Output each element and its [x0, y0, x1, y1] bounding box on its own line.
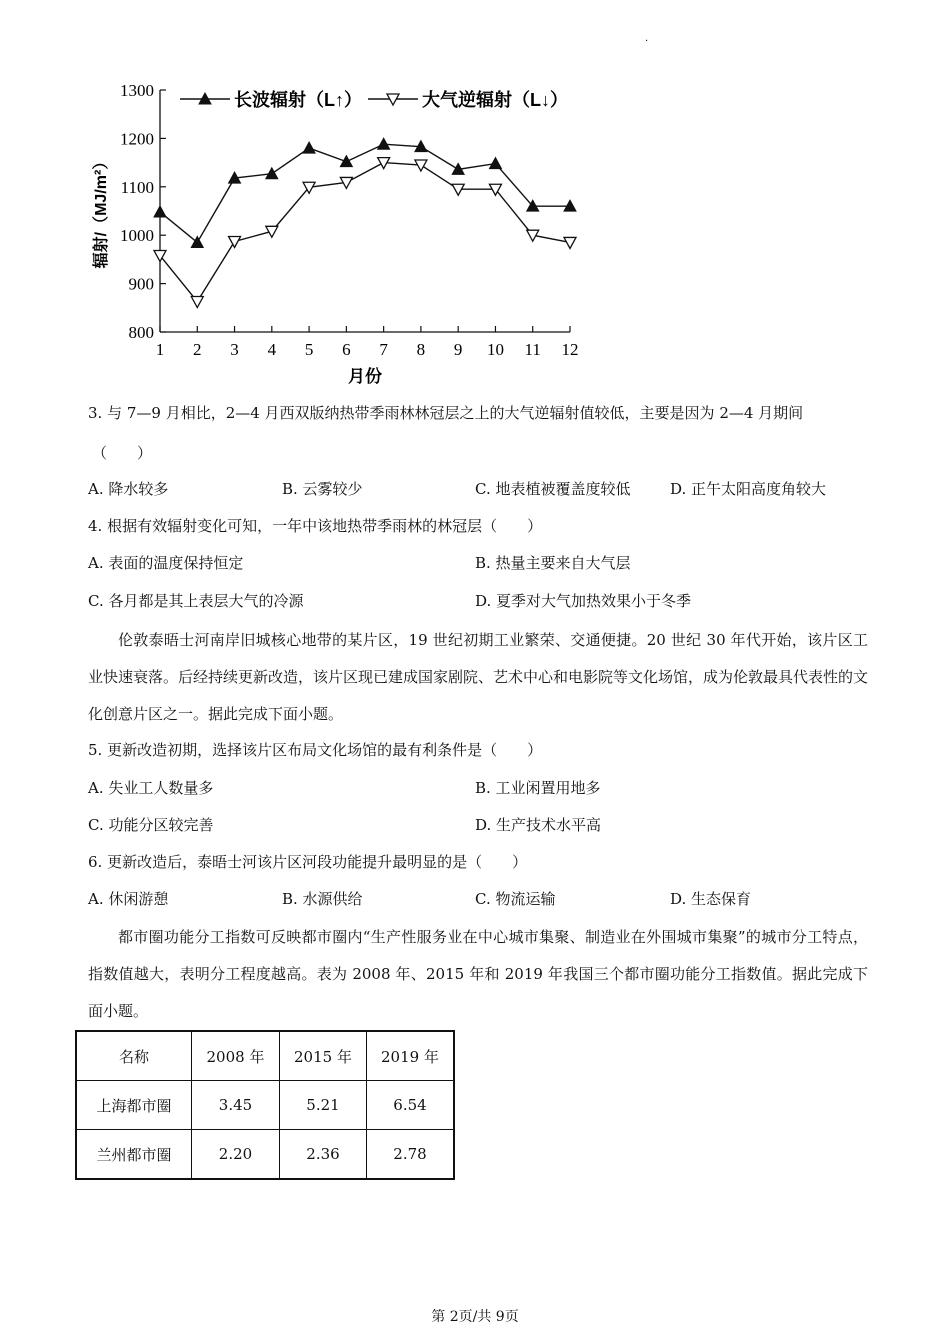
- x-tick-label: 8: [416, 340, 426, 359]
- y-tick-label: 1100: [120, 177, 154, 197]
- q4-option-c[interactable]: C. 各月都是其上表层大气的冷源: [88, 592, 304, 610]
- table-cell: 5.21: [280, 1081, 367, 1130]
- y-tick-label: 900: [128, 274, 154, 294]
- q6-option-c[interactable]: C. 物流运输: [475, 890, 556, 908]
- q5-option-b[interactable]: B. 工业闲置用地多: [475, 779, 601, 797]
- q3-option-d[interactable]: D. 正午太阳高度角较大: [670, 480, 827, 498]
- q3-option-a[interactable]: A. 降水较多: [88, 480, 169, 498]
- data-point-counter: [229, 236, 241, 247]
- table-cell: 2.20: [192, 1130, 280, 1180]
- y-tick-label: 1000: [120, 226, 154, 246]
- top-mark: ·: [645, 36, 649, 47]
- x-tick-label: 1: [155, 340, 165, 359]
- x-axis-label: 月份: [348, 367, 382, 386]
- question-5-stem: 5. 更新改造初期，选择该片区布局文化场馆的最有利条件是（ ）: [88, 741, 543, 759]
- table-cell: 2.78: [367, 1130, 455, 1180]
- question-3-paren: （ ）: [92, 444, 153, 462]
- x-tick-label: 2: [193, 340, 202, 359]
- q6-option-b[interactable]: B. 水源供给: [282, 890, 363, 908]
- q3-option-c[interactable]: C. 地表植被覆盖度较低: [475, 480, 631, 498]
- table-header-cell: 2019 年: [367, 1031, 455, 1081]
- data-point-longwave: [489, 158, 501, 169]
- x-tick-label: 9: [453, 340, 463, 359]
- x-tick-label: 12: [561, 340, 579, 359]
- passage-metropolitan: 都市圈功能分工指数可反映都市圈内“生产性服务业在中心城市集聚、制造业在外围城市集聚”的城市分工特点，指数值越大，表明分工程度越高。表为 2008 年、2015 年和 2019 年我国三个都市圈功能分工指数值。据此完成下面小题。: [88, 928, 868, 1020]
- y-axis-label: 辐射/（MJ/m²）: [93, 153, 110, 269]
- table-cell: 6.54: [367, 1081, 455, 1130]
- x-tick-label: 4: [267, 340, 277, 359]
- data-point-longwave: [340, 156, 352, 167]
- data-point-longwave: [154, 206, 166, 217]
- data-point-longwave: [303, 142, 315, 153]
- x-tick-label: 10: [486, 340, 504, 359]
- x-tick-label: 7: [379, 340, 388, 359]
- q6-option-a[interactable]: A. 休闲游憩: [88, 890, 169, 908]
- x-tick-label: 5: [304, 340, 314, 359]
- data-point-counter: [564, 237, 576, 248]
- legend-label-counter: 大气逆辐射（L↓）: [422, 90, 568, 110]
- y-tick-label: 800: [128, 323, 154, 342]
- data-point-counter: [415, 160, 427, 171]
- x-tick-label: 11: [524, 340, 541, 359]
- table-cell: 2.36: [280, 1130, 367, 1180]
- division-index-table: [75, 1030, 455, 1180]
- series-line-longwave: [160, 144, 570, 242]
- q5-option-c[interactable]: C. 功能分区较完善: [88, 816, 214, 834]
- passage-london: 伦敦泰晤士河南岸旧城核心地带的某片区，19 世纪初期工业繁荣、交通便捷。20 世纪 30 年代开始，该片区工业快速衰落。后经持续更新改造，该片区现已建成国家剧院、艺术中心和电影院等文化场馆，成为伦敦最具代表性的文化创意片区之一。据此完成下面小题。: [88, 631, 869, 723]
- data-point-longwave: [378, 138, 390, 149]
- table-row: [76, 1081, 454, 1130]
- x-tick-label: 3: [230, 340, 239, 359]
- q5-option-d[interactable]: D. 生产技术水平高: [475, 816, 602, 834]
- table-header-cell: 2015 年: [280, 1031, 367, 1081]
- q4-option-a[interactable]: A. 表面的温度保持恒定: [88, 554, 244, 572]
- question-6-stem: 6. 更新改造后，泰晤士河该片区河段功能提升最明显的是（ ）: [88, 853, 528, 871]
- q6-option-d[interactable]: D. 生态保育: [670, 890, 752, 908]
- series-line-counter: [160, 163, 570, 302]
- question-3-stem: 3. 与 7—9 月相比，2—4 月西双版纳热带季雨林林冠层之上的大气逆辐射值较低，主要是因为 2—4 月期间: [88, 404, 804, 422]
- table-cell: 兰州都市圈: [76, 1130, 192, 1180]
- y-tick-label: 1300: [120, 81, 154, 100]
- radiation-line-chart: [70, 70, 590, 390]
- data-point-counter: [191, 297, 203, 308]
- page-footer: 第 2页/共 9页: [431, 1309, 519, 1325]
- table-cell: 上海都市圈: [76, 1081, 192, 1130]
- y-tick-label: 1200: [120, 129, 154, 149]
- question-4-stem: 4. 根据有效辐射变化可知，一年中该地热带季雨林的林冠层（ ）: [88, 517, 543, 535]
- q5-option-a[interactable]: A. 失业工人数量多: [88, 779, 214, 797]
- q4-option-d[interactable]: D. 夏季对大气加热效果小于冬季: [475, 592, 692, 610]
- data-point-longwave: [266, 168, 278, 179]
- table-header-cell: 名称: [76, 1031, 192, 1081]
- q3-option-b[interactable]: B. 云雾较少: [282, 480, 363, 498]
- table-row: [76, 1130, 454, 1180]
- legend-label-longwave: 长波辐射（L↑）: [234, 90, 362, 110]
- q4-option-b[interactable]: B. 热量主要来自大气层: [475, 554, 631, 572]
- x-tick-label: 6: [342, 340, 351, 359]
- table-header-cell: 2008 年: [192, 1031, 280, 1081]
- table-header-row: [76, 1031, 454, 1081]
- table-cell: 3.45: [192, 1081, 280, 1130]
- data-point-longwave: [191, 236, 203, 247]
